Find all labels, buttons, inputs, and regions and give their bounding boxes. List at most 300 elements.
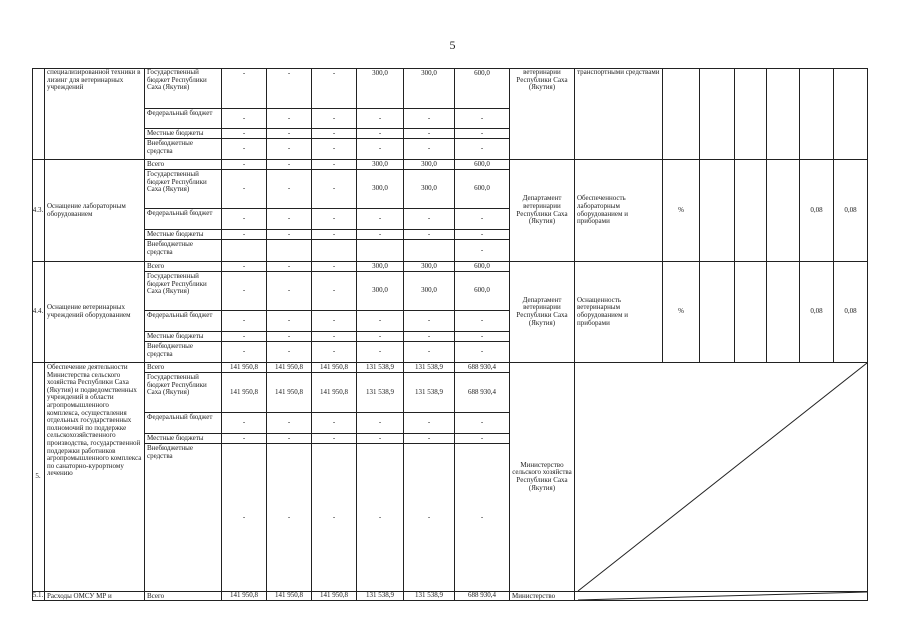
funding-source-text: Внебюджетные средства [147, 444, 193, 460]
row-number [32, 160, 45, 262]
measure-name-text: Обеспечение деятельности Министерства сельского хозяйства Республики Саха (Якутия) и подведомственных учреждений в области агропромышленного комплекса, осуществления отдельных государственных полномочий по поддержке сельскохозяйственного производства, государственной поддержки работников агропромышленного комплекса по санаторно-курортному лечению [47, 363, 142, 478]
executor-cell [510, 68, 575, 160]
amount-cell-text: - [480, 434, 484, 442]
amount-cell-text: - [287, 316, 291, 325]
indicator-value-empty [735, 68, 767, 160]
funding-source [145, 434, 222, 444]
funding-source-text: Всего [147, 363, 165, 371]
amount-cell-text: - [242, 129, 246, 137]
amount-cell-text: - [242, 418, 246, 427]
amount-cell [312, 109, 357, 129]
funding-source [145, 262, 222, 272]
amount-cell [357, 342, 404, 363]
amount-cell [312, 262, 357, 272]
amount-cell [222, 373, 267, 413]
amount-cell [357, 373, 404, 413]
funding-source [145, 342, 222, 363]
amount-cell [222, 160, 267, 170]
amount-cell [267, 272, 312, 311]
funding-source-text: Всего [147, 592, 165, 600]
amount-cell-text: 131 538,9 [366, 592, 394, 600]
amount-cell-text: - [287, 512, 291, 521]
amount-cell [267, 139, 312, 160]
amount-cell [222, 262, 267, 272]
page-number: 5 [449, 38, 456, 52]
amount-cell [267, 444, 312, 592]
amount-cell-text: - [287, 129, 291, 137]
amount-cell [222, 311, 267, 332]
amount-cell [357, 109, 404, 129]
amount-cell-text: - [427, 347, 431, 356]
amount-cell-text: - [242, 332, 246, 340]
amount-cell [357, 311, 404, 332]
amount-cell-text: - [332, 286, 336, 295]
amount-cell-text: - [332, 144, 336, 153]
amount-cell [455, 170, 510, 209]
amount-cell [404, 311, 455, 332]
amount-cell [267, 413, 312, 434]
row-number-text: 5. [35, 472, 41, 481]
funding-source-text: Местные бюджеты [147, 434, 204, 442]
measure-name [45, 592, 145, 601]
amount-cell [455, 413, 510, 434]
amount-cell-text: - [427, 214, 431, 223]
amount-cell-text: - [287, 434, 291, 442]
amount-cell [455, 68, 510, 109]
indicator-value [834, 68, 868, 160]
amount-cell [404, 262, 455, 272]
amount-cell [222, 413, 267, 434]
executor-cell-text: Департамент ветеринарии Республики Саха (Якутия) [516, 194, 568, 226]
amount-cell [404, 139, 455, 160]
amount-cell-text: - [480, 144, 484, 153]
amount-cell [455, 444, 510, 592]
amount-cell-text: - [480, 230, 484, 238]
amount-cell [357, 262, 404, 272]
amount-cell [222, 139, 267, 160]
amount-cell-text: 141 950,8 [230, 363, 258, 371]
amount-cell-text: - [242, 347, 246, 356]
indicator-value-text: 0,08 [844, 307, 857, 316]
amount-cell-text: - [378, 144, 382, 153]
amount-cell-text: 300,0 [421, 286, 437, 295]
amount-cell-text: - [242, 160, 246, 168]
row-number-text: 4.4. [32, 307, 44, 316]
amount-cell-text: 300,0 [372, 262, 388, 270]
measure-name-text: специализированной техники в лизинг для ветеринарных учреждений [47, 68, 141, 92]
unit-cell [663, 68, 700, 160]
indicator-value-empty [700, 262, 735, 363]
amount-cell-text: - [287, 347, 291, 356]
amount-cell-text: - [242, 262, 246, 270]
amount-cell [312, 363, 357, 373]
amount-cell-text: - [427, 316, 431, 325]
measure-name [45, 68, 145, 160]
amount-cell-text: - [242, 69, 246, 77]
amount-cell-text: - [332, 512, 336, 521]
amount-cell-text: - [242, 113, 246, 122]
amount-cell [222, 170, 267, 209]
amount-cell [222, 592, 267, 601]
amount-cell-text: - [427, 144, 431, 153]
amount-cell [312, 68, 357, 109]
amount-cell [267, 311, 312, 332]
amount-cell-text: - [242, 286, 246, 295]
amount-cell [357, 170, 404, 209]
amount-cell-text: - [427, 230, 431, 238]
amount-cell-text: - [287, 230, 291, 238]
amount-cell [404, 413, 455, 434]
amount-cell [267, 592, 312, 601]
funding-source-text: Государственный бюджет Республики Саха (Якутия) [147, 373, 207, 397]
amount-cell-text: 600,0 [474, 262, 490, 270]
amount-cell-text: - [480, 316, 484, 325]
amount-cell-text: - [242, 214, 246, 223]
amount-cell-text: - [287, 69, 291, 77]
funding-source-text: Местные бюджеты [147, 129, 204, 137]
amount-cell [404, 272, 455, 311]
funding-source-text: Федеральный бюджет [147, 109, 213, 117]
amount-cell-text: - [378, 512, 382, 521]
amount-cell [312, 342, 357, 363]
funding-source [145, 209, 222, 230]
funding-source [145, 230, 222, 240]
amount-cell-text: - [480, 214, 484, 223]
amount-cell-text: - [378, 129, 382, 137]
amount-cell-text: - [332, 434, 336, 442]
funding-source-text: Местные бюджеты [147, 230, 204, 238]
amount-cell [455, 592, 510, 601]
executor-cell [510, 262, 575, 363]
amount-cell [222, 68, 267, 109]
amount-cell-text: 300,0 [372, 286, 388, 295]
amount-cell [357, 444, 404, 592]
amount-cell [357, 129, 404, 139]
amount-cell-text: - [242, 144, 246, 153]
amount-cell-text: - [332, 418, 336, 427]
amount-cell [267, 109, 312, 129]
amount-cell-text: - [242, 316, 246, 325]
amount-cell-text: - [480, 332, 484, 340]
amount-cell-text: 300,0 [421, 160, 437, 168]
funding-source-text: Федеральный бюджет [147, 311, 213, 319]
amount-cell-text: - [332, 129, 336, 137]
amount-cell [357, 209, 404, 230]
amount-cell-text: - [242, 434, 246, 442]
amount-cell-text: 300,0 [421, 69, 437, 77]
measure-name-text: Расходы ОМСУ МР и [47, 592, 112, 600]
funding-source [145, 109, 222, 129]
amount-cell [357, 139, 404, 160]
amount-cell [267, 434, 312, 444]
executor-cell-text: Департамент ветеринарии Республики Саха (Якутия) [516, 295, 568, 327]
amount-cell-text: - [242, 230, 246, 238]
amount-cell [404, 68, 455, 109]
amount-cell [312, 139, 357, 160]
amount-cell [222, 109, 267, 129]
funding-source-text: Всего [147, 160, 165, 168]
measure-name [45, 160, 145, 262]
indicator-value-empty [735, 262, 767, 363]
amount-cell-text: - [480, 113, 484, 122]
unit-cell [663, 160, 700, 262]
amount-cell-text: 141 950,8 [320, 363, 348, 371]
funding-source-text: Внебюджетные средства [147, 342, 193, 358]
amount-cell [455, 262, 510, 272]
amount-cell-text: 131 538,9 [366, 387, 394, 396]
amount-cell-text: - [332, 262, 336, 270]
amount-cell-text: - [427, 418, 431, 427]
amount-cell-text: - [480, 347, 484, 356]
indicator-cell [575, 68, 663, 160]
indicator-cell [575, 262, 663, 363]
amount-cell-text: 688 930,4 [468, 387, 496, 396]
amount-cell [455, 230, 510, 240]
amount-cell-text: - [427, 512, 431, 521]
funding-source [145, 139, 222, 160]
amount-cell [312, 332, 357, 342]
indicator-value-text: 0,08 [810, 307, 823, 316]
funding-source-text: Федеральный бюджет [147, 413, 213, 421]
amount-cell-text: - [378, 434, 382, 442]
amount-cell [455, 311, 510, 332]
amount-cell [455, 160, 510, 170]
amount-cell-text: - [332, 230, 336, 238]
amount-cell [357, 434, 404, 444]
amount-cell-text: 141 950,8 [275, 387, 303, 396]
funding-source [145, 592, 222, 601]
amount-cell-text: - [427, 434, 431, 442]
amount-cell-text: - [287, 332, 291, 340]
amount-cell-text: - [378, 418, 382, 427]
amount-cell-text: - [378, 113, 382, 122]
amount-cell-text: - [287, 418, 291, 427]
amount-cell-text: - [242, 512, 246, 521]
amount-cell [222, 342, 267, 363]
funding-source [145, 332, 222, 342]
amount-cell-text: 141 950,8 [275, 363, 303, 371]
amount-cell [312, 444, 357, 592]
amount-cell [267, 170, 312, 209]
funding-source [145, 160, 222, 170]
amount-cell-text: 131 538,9 [415, 387, 443, 396]
indicator-value [800, 262, 834, 363]
amount-cell-text: 600,0 [474, 69, 490, 77]
funding-source [145, 129, 222, 139]
amount-cell [312, 170, 357, 209]
amount-cell [357, 160, 404, 170]
amount-cell [267, 68, 312, 109]
amount-cell [267, 262, 312, 272]
funding-source-text: Государственный бюджет Республики Саха (Якутия) [147, 272, 207, 296]
amount-cell [357, 332, 404, 342]
amount-cell [222, 272, 267, 311]
amount-cell [455, 363, 510, 373]
amount-cell [357, 240, 404, 262]
amount-cell-text: - [287, 184, 291, 193]
amount-cell-text: - [378, 332, 382, 340]
amount-cell-text: 688 930,4 [468, 363, 496, 371]
row-number [32, 363, 45, 592]
amount-cell [404, 342, 455, 363]
amount-cell [312, 209, 357, 230]
amount-cell [357, 413, 404, 434]
amount-cell-text: 300,0 [372, 184, 388, 193]
amount-cell-text: 688 930,4 [468, 592, 496, 600]
funding-source-text: Внебюджетные средства [147, 139, 193, 155]
amount-cell-text: - [332, 184, 336, 193]
amount-cell [357, 363, 404, 373]
funding-source-text: Внебюджетные средства [147, 240, 193, 256]
indicator-value [800, 160, 834, 262]
amount-cell [404, 109, 455, 129]
amount-cell [222, 434, 267, 444]
amount-cell [404, 592, 455, 601]
indicator-value [834, 262, 868, 363]
funding-source [145, 363, 222, 373]
funding-source [145, 170, 222, 209]
amount-cell [357, 68, 404, 109]
indicator-value-empty [767, 262, 800, 363]
indicator-value-empty [700, 68, 735, 160]
amount-cell-text: 300,0 [421, 184, 437, 193]
amount-cell-text: 300,0 [372, 160, 388, 168]
amount-cell [312, 413, 357, 434]
amount-cell-text: - [287, 113, 291, 122]
amount-cell-text: 131 538,9 [415, 592, 443, 600]
amount-cell-text: 141 950,8 [320, 387, 348, 396]
amount-cell-text: - [242, 184, 246, 193]
amount-cell [267, 230, 312, 240]
executor-cell-text: Министерство сельского хозяйства Республики Саха (Якутия) [512, 460, 572, 492]
amount-cell-text: - [287, 262, 291, 270]
amount-cell-text: - [332, 160, 336, 168]
amount-cell [455, 139, 510, 160]
amount-cell-text: 141 950,8 [230, 387, 258, 396]
amount-cell [404, 129, 455, 139]
amount-cell [312, 373, 357, 413]
amount-cell [404, 363, 455, 373]
amount-cell [312, 592, 357, 601]
amount-cell-text: - [378, 347, 382, 356]
amount-cell-text: 141 950,8 [230, 592, 258, 600]
amount-cell [267, 160, 312, 170]
amount-cell-text: 300,0 [421, 262, 437, 270]
amount-cell [404, 170, 455, 209]
indicator-cell [575, 160, 663, 262]
amount-cell [455, 332, 510, 342]
amount-cell [267, 363, 312, 373]
amount-cell [404, 209, 455, 230]
funding-source [145, 444, 222, 592]
indicator-value-empty [735, 160, 767, 262]
amount-cell [455, 342, 510, 363]
measure-name [45, 262, 145, 363]
amount-cell [267, 332, 312, 342]
funding-source [145, 413, 222, 434]
amount-cell [455, 109, 510, 129]
amount-cell-text: 300,0 [372, 69, 388, 77]
amount-cell [312, 230, 357, 240]
amount-cell-text: - [332, 332, 336, 340]
executor-cell [510, 160, 575, 262]
amount-cell [222, 129, 267, 139]
indicator-value-empty [767, 68, 800, 160]
funding-source-text: Местные бюджеты [147, 332, 204, 340]
crossed-area [575, 592, 868, 601]
amount-cell [312, 240, 357, 262]
amount-cell [404, 332, 455, 342]
funding-source [145, 68, 222, 109]
funding-source [145, 272, 222, 311]
amount-cell [222, 363, 267, 373]
executor-cell-text: ветеринарии Республики Саха (Якутия) [516, 68, 568, 92]
amount-cell [312, 434, 357, 444]
measure-name [45, 363, 145, 592]
amount-cell [455, 373, 510, 413]
unit-cell-text: % [678, 307, 684, 316]
amount-cell [455, 434, 510, 444]
amount-cell [404, 373, 455, 413]
amount-cell-text: - [332, 69, 336, 77]
measure-name-text: Оснащение ветеринарных учреждений оборудованием [47, 303, 131, 319]
amount-cell-text: - [378, 230, 382, 238]
amount-cell-text: - [332, 214, 336, 223]
executor-cell [510, 363, 575, 592]
amount-cell [357, 592, 404, 601]
unit-cell [663, 262, 700, 363]
indicator-cell-text: Обеспеченность лабораторным оборудованием и приборами [577, 194, 628, 226]
amount-cell-text: - [287, 144, 291, 153]
row-number [32, 68, 45, 160]
measure-name-text: Оснащение лабораторным оборудованием [47, 201, 126, 218]
amount-cell [267, 209, 312, 230]
indicator-value-empty [767, 160, 800, 262]
funding-source-text: Федеральный бюджет [147, 209, 213, 217]
amount-cell-text: 141 950,8 [275, 592, 303, 600]
amount-cell-text: - [480, 512, 484, 521]
amount-cell [404, 240, 455, 262]
amount-cell-text: 600,0 [474, 286, 490, 295]
amount-cell-text: - [332, 347, 336, 356]
amount-cell-text: 131 538,9 [366, 363, 394, 371]
amount-cell [404, 160, 455, 170]
row-number-text: 5.1. [32, 592, 44, 600]
amount-cell [312, 129, 357, 139]
indicator-cell-text: Оснащенность ветеринарным оборудованием и приборами [577, 295, 628, 327]
executor-cell [510, 592, 575, 601]
amount-cell [312, 272, 357, 311]
amount-cell [267, 342, 312, 363]
amount-cell [404, 230, 455, 240]
unit-cell-text: % [678, 205, 684, 214]
amount-cell-text: - [378, 214, 382, 223]
funding-source [145, 373, 222, 413]
amount-cell-text: - [480, 129, 484, 137]
indicator-value-empty [700, 160, 735, 262]
funding-source [145, 311, 222, 332]
amount-cell-text: - [332, 316, 336, 325]
amount-cell-text: - [287, 160, 291, 168]
amount-cell [222, 332, 267, 342]
row-number [32, 592, 45, 601]
amount-cell-text: - [332, 113, 336, 122]
amount-cell-text: - [287, 214, 291, 223]
amount-cell [455, 272, 510, 311]
amount-cell [404, 434, 455, 444]
crossed-area [575, 363, 868, 592]
amount-cell-text: - [480, 418, 484, 427]
